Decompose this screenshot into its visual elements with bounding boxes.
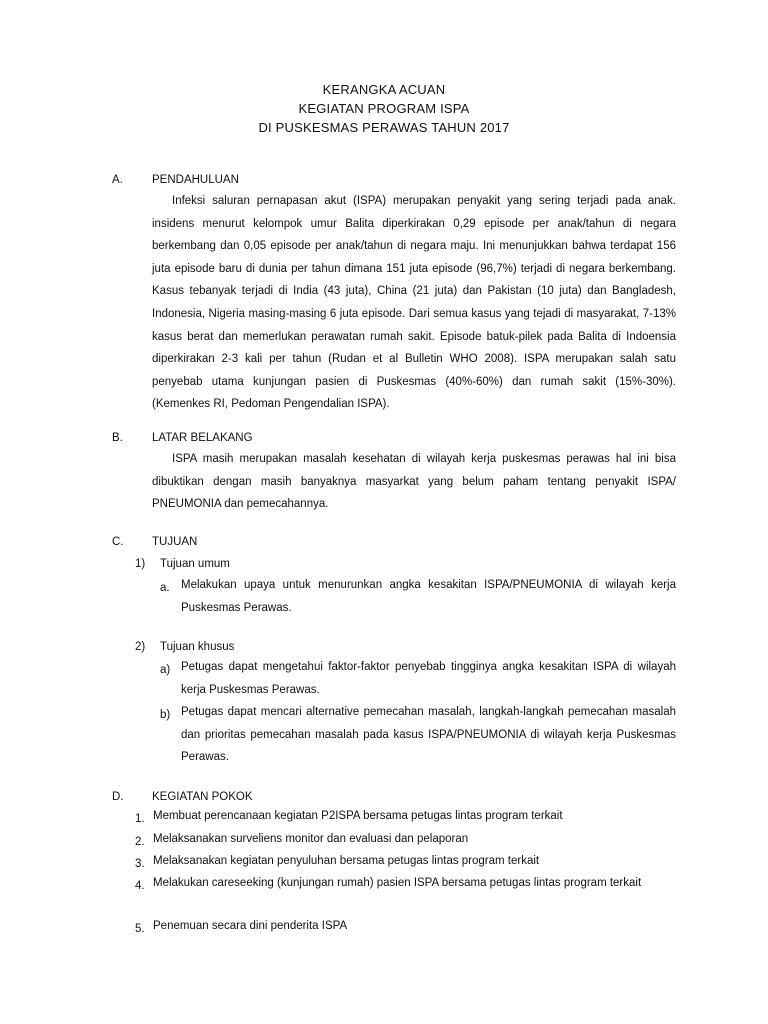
document-title bbox=[0, 80, 768, 137]
section-b-letter: B. bbox=[112, 432, 123, 444]
section-a-letter: A. bbox=[112, 174, 123, 186]
section-c-title: TUJUAN bbox=[152, 536, 198, 548]
section-c-heading bbox=[112, 534, 197, 550]
tujuan-khusus-b-number: b) bbox=[160, 709, 171, 721]
kegiatan-item-2: Melaksanakan surveliens monitor dan evaluasi dan pelaporan bbox=[153, 833, 469, 845]
tujuan-umum-number: 1) bbox=[135, 558, 146, 570]
section-b-paragraph bbox=[152, 448, 676, 516]
section-b-title: LATAR BELAKANG bbox=[152, 432, 253, 444]
tujuan-umum-label: Tujuan umum bbox=[160, 558, 230, 570]
kegiatan-item-2-number: 2. bbox=[135, 836, 145, 848]
section-a-heading bbox=[112, 172, 239, 188]
section-a-title: PENDAHULUAN bbox=[152, 174, 239, 186]
tujuan-khusus-label: Tujuan khusus bbox=[160, 641, 235, 653]
kegiatan-item-5: Penemuan secara dini penderita ISPA bbox=[153, 920, 348, 932]
section-c-letter: C. bbox=[112, 536, 124, 548]
section-b-text: ISPA masih merupakan masalah kesehatan di wilayah kerja puskesmas perawas hal ini bisa dibuktikan dengan masih banyaknya masyarkat yang belum paham tentang penyakit ISPA/ PNEUMONIA dan pemecahannya. bbox=[152, 453, 676, 511]
kegiatan-item-1-number: 1. bbox=[135, 813, 145, 825]
section-d-heading bbox=[112, 789, 253, 805]
kegiatan-item-3: Melaksanakan kegiatan penyuluhan bersama petugas lintas program terkait bbox=[153, 855, 540, 867]
kegiatan-item-3-number: 3. bbox=[135, 858, 145, 870]
section-b-heading bbox=[112, 430, 253, 446]
tujuan-umum-a-text: Melakukan upaya untuk menurunkan angka kesakitan ISPA/PNEUMONIA di wilayah kerja Puskesmas Perawas. bbox=[181, 579, 676, 614]
kegiatan-item-4: Melakukan careseeking (kunjungan rumah) pasien ISPA bersama petugas lintas program terkait bbox=[153, 877, 642, 889]
section-a-text: Infeksi saluran pernapasan akut (ISPA) merupakan penyakit yang sering terjadi pada anak. insidens menurut kelompok umur Balita diperkirakan 0,29 episode per anak/tahun di negara berkembang dan 0,05 episode per anak/tahun di negara maju. Ini menunjukkan bahwa terdapat 156 juta episode baru di dunia per tahun dimana 151 juta episode (96,7%) terjadi di negara berkembang. Kasus tebanyak terjadi di India (43 juta), China (21 juta) dan Pakistan (10 juta) dan Bangladesh, Indonesia, Nigeria masing-masing 6 juta episode. Dari semua kasus yang tejadi di masyarakat, 7-13% kasus berat dan memerlukan perawatan rumah sakit. Episode batuk-pilek pada Balita di Indoensia diperkirakan 2-3 kali per tahun (Rudan et al Bulletin WHO 2008). ISPA merupakan salah satu penyebab utama kunjungan pasien di Puskesmas (40%-60%) dan rumah sakit (15%-30%). (Kemenkes RI, Pedoman Pengendalian ISPA). bbox=[152, 195, 676, 411]
title-line-2: KEGIATAN PROGRAM ISPA bbox=[298, 101, 470, 116]
tujuan-umum-a-number: a. bbox=[160, 582, 170, 594]
tujuan-khusus-a-text: Petugas dapat mengetahui faktor-faktor penyebab tingginya angka kesakitan ISPA di wilayah kerja Puskesmas Perawas. bbox=[181, 661, 676, 696]
section-d-letter: D. bbox=[112, 791, 124, 803]
title-line-1: KERANGKA ACUAN bbox=[322, 82, 446, 97]
tujuan-khusus-number: 2) bbox=[135, 641, 146, 653]
kegiatan-item-4-number: 4. bbox=[135, 880, 145, 892]
section-d-title: KEGIATAN POKOK bbox=[152, 791, 253, 803]
tujuan-khusus-a-number: a) bbox=[160, 664, 171, 676]
kegiatan-item-1: Membuat perencanaan kegiatan P2ISPA bersama petugas lintas program terkait bbox=[153, 810, 563, 822]
tujuan-khusus-b-text: Petugas dapat mencari alternative pemecahan masalah, langkah-langkah pemecahan masalah dan prioritas pemecahan masalah pada kasus ISPA/PNEUMONIA di wilayah kerja Puskesmas Perawas. bbox=[181, 706, 676, 764]
title-line-3: DI PUSKESMAS PERAWAS TAHUN 2017 bbox=[258, 120, 510, 135]
kegiatan-item-5-number: 5. bbox=[135, 923, 145, 935]
section-a-paragraph bbox=[152, 190, 676, 416]
